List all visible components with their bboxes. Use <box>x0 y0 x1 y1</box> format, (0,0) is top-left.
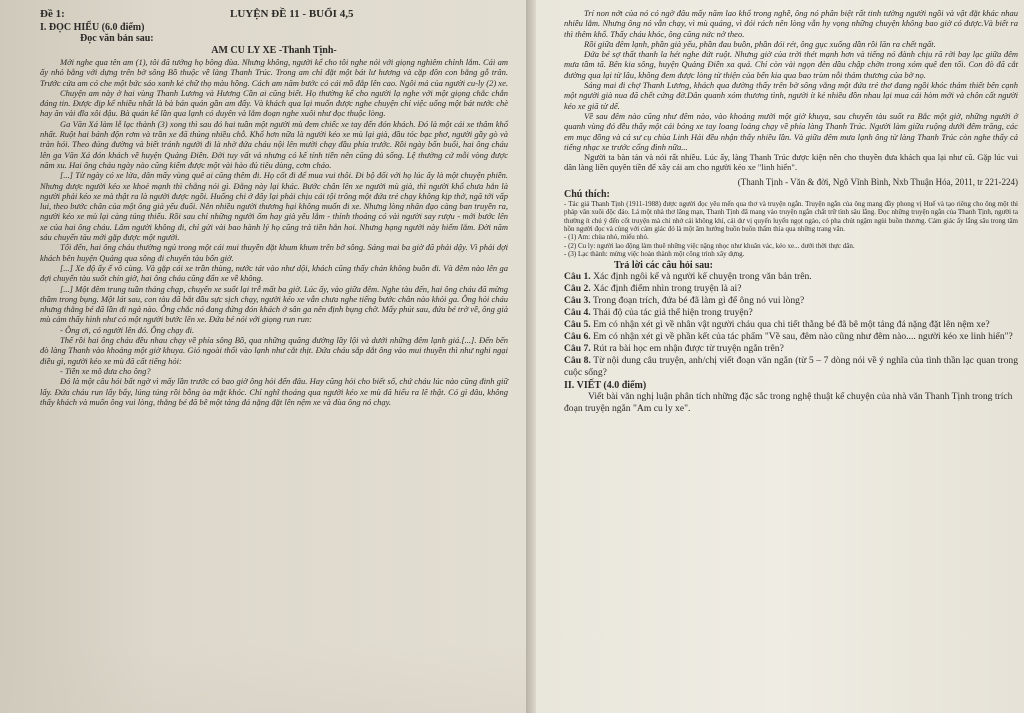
question-label: Câu 2. <box>564 282 591 294</box>
story-paragraph: [...] Từ ngày có xe lửa, dân mấy vùng quê ai cũng thêm đi. Họ cốt đi để mua vui thôi. Đi bộ đối với họ lúc ấy là một chuyện phiền. Nhưng được người kéo xe khoẻ mạnh thì chẳng nói gì. Đằng này lại khác. Bước chân lên xe người mù già, thì người khổ chưa hẳn là người phải kéo xe mà thật ra là người được ngồi. Huống chi ở đây lại phải chịu cái tội trông một đứa trẻ chạy không kịp thở, ngã tới vấp lui, theo bước chân của một ông già yếu đuối. Nên nhiều người thương hại không muốn đi xe. Nhưng lòng nhân đạo càng ban truyền ra, người kéo xe mù lại càng túng thiếu. Rồi sau chỉ những người ốm hay già yếu lắm - thỉnh thoảng có vài người say rượu - mới bước lên xe của hai ông cháu. Lâm người không đi, chỉ gửi vài bao hành lý họ cũng trả tiền hẳn hoi. Nhưng hạng người này hiếm lắm. Đời năm sáu chuyến tàu mới gặp được một người. <box>40 170 508 243</box>
notes-list <box>564 200 1018 259</box>
de-label: Đề 1: <box>40 8 65 20</box>
question-text: Từ nội dung câu truyện, anh/chị viết đoạn văn ngắn (từ 5 – 7 dòng nói về ý nghĩa của tình thần lạc quan trong cuộc sống? <box>564 354 1019 378</box>
question-label: Câu 3. <box>564 294 591 306</box>
story-paragraph: Mới nghe qua tên am (1), tôi đã tưởng họ bông đùa. Nhưng không, người kể cho tôi nghe nói với giọng nghiêm chỉnh lắm. Cái am ấy nhỏ bằng với dựng trên bờ sông Bồ thuộc về làng Thanh Trúc. Trong am chỉ đặt một bát lư hương và cặp đôn con bằng gỗ trân. Trước cửa am có che một bức sáo xanh kẻ chữ thọ màu hồng. Cách am năm bước có cái mồ đắp lên cao. Ngôi mả của người cu-ly (2) xe. <box>40 57 508 88</box>
question-text: Xác định ngôi kể và người kể chuyện trong văn bản trên. <box>593 270 812 282</box>
exam-header <box>40 8 508 20</box>
question-text: Trong đoạn trích, đứa bé đã làm gì để ông nó vui lòng? <box>592 294 805 306</box>
note-item: - (2) Cu ly: người lao động làm thuê những việc nặng nhọc như khuân vác, kéo xe... dưới thời thực dân. <box>564 241 855 250</box>
note-item: - Tác giả Thanh Tịnh (1911-1988) được người đọc yêu mến qua thơ và truyện ngắn. Truyện ngắn của ông mang đầy phong vị Huế và tạo riêng cho ông một thi pháp văn xuôi độc đáo. Lá một nhà thơ lãng mạn, Thanh Tịnh đã mang vào truyện ngắn chất trữ tình sâu lắng. Đọc những truyện ngắn của Thanh Tịnh, người ta thường ít chú ý đến cốt truyện mà chỉ nhớ cái không khí, cái dư vị quyến luyến ngọt ngào, có pha chút ngậm ngùi buồn thương. Cảm giác ấy lắng sâu trong tâm hồn người đọc và cùng với cảm giác đó là một âm hưởng buồn buồn thấm thìa qua những trang văn. <box>564 199 1018 233</box>
part-one-heading: I. ĐỌC HIỂU (6.0 điểm) <box>40 22 145 33</box>
questions-heading: Trả lời các câu hỏi sau: <box>614 259 713 271</box>
question-label: Câu 7. <box>564 342 591 354</box>
story-title: AM CU LY XE -Thanh Tịnh- <box>211 45 337 56</box>
questions-list <box>564 271 1018 379</box>
question-label: Câu 1. <box>564 270 591 282</box>
part-two-heading: II. VIẾT (4.0 điểm) <box>564 379 647 391</box>
question-item <box>564 283 1018 295</box>
story-paragraph: [...] Xe độ ấy ế vô cùng. Và gặp cái xe trần thùng, nước tát vào như dội, khách cũng thấy chán không buồn đi. Và đêm nào lên ga đợi chuyến tàu suốt chín giờ, hai ông cháu cũng đẩn xe về không. <box>40 262 508 284</box>
question-label: Câu 5. <box>564 318 591 330</box>
exam-title: LUYỆN ĐỀ 11 - BUỔI 4,5 <box>230 8 354 20</box>
question-label: Câu 4. <box>564 306 591 318</box>
question-item <box>564 271 1018 283</box>
story-paragraph: Trí non nớt của nó có ngờ đâu mấy năm lao khổ trong nghề, ông nó phân biệt rất tinh tường người ngồi và vật đặt khác nhau nhiều lắm. Nhưng ông nó vẫn chạy, vì mù quáng, vì đói rách nên lòng vẫn hy vọng những chuyện không bao giờ có được.Và biết ra thì thêm khổ. Thấy cháu khóc, ông cũng nức nở theo. <box>564 8 1018 39</box>
story-paragraph: Tối đến, hai ông cháu thường ngủ trong một cái mui thuyền đặt khum khum trên bờ sông. Sáng mai ba giờ đã phải dậy. Vì phải đợi khách bên huyện Quảng qua sông đi chuyến tàu bốn giờ. <box>40 242 508 263</box>
question-item <box>564 307 1018 319</box>
page-shadow <box>0 643 526 713</box>
story-paragraph: Chuyện am này ở hai vùng Thanh Lương và Hương Cần ai cũng biết. Họ thường kể cho người lạ nghe với một giọng chắc chắn đáng tin. Được địp kể nhiều nhất là bà bán quán gần am đấy. Và khách qua lại muốn được nghe chuyện chỉ việc uống một bát nước chè hay ăn vài đĩa xôi đậu. Bà quán kể lần qua lạnh có duyên và lắm đoạn nghe xuôi như đọc thuộc lòng. <box>40 87 508 119</box>
question-item <box>564 295 1018 307</box>
right-page <box>536 0 1024 713</box>
story-paragraph: Sáng mai đi chợ Thanh Lương, khách qua đường thấy trên bờ sông vắng một đứa trẻ thơ đang ngồi khóc thảm thiết bên cạnh một người già nua đã chết cứng đờ.Dân quanh xóm thương tình, người ít kẻ nhiều đồn nhau lại mua cái hòm mới và chôn cất người kéo xe giã từ dế. <box>564 80 1018 111</box>
question-text: Em có nhận xét gì về nhân vật người cháu qua chi tiết thằng bé đã bê một tảng đá nặng đặt lên nệm xe? <box>593 318 990 330</box>
story-paragraph: Rồi giữa đêm lạnh, phần già yếu, phần đau buồn, phần đói rét, ông gục xuống dần rồi lăn ra chết ngất. <box>584 38 936 49</box>
question-item <box>564 355 1018 379</box>
story-text-right <box>564 8 1018 173</box>
question-text: Thái độ của tác giả thể hiện trong truyện? <box>592 306 753 318</box>
story-source: (Thanh Tịnh - Văn & đời, Ngô Vĩnh Bình, Nxb Thuận Hóa, 2011, tr 221-224) <box>737 176 1018 187</box>
question-label: Câu 8. <box>564 354 591 366</box>
story-paragraph: Đứa bé sợ thất thanh la hét nghe đứt ruột. Nhưng giờ của trời thét mạnh hơn và tiếng nó đành chịu rã rời bay lạc giữa đêm mưa tầm tã. Bên kia sông, huyện Quảng Điền xa quá. Chỉ còn vài ngọn đèn dầu chập chờn trong xóm quê đen tối. Con đò đã cắt đường qua lại từ lâu, không đem được lòng từ thiện của bến kia qua bao trùm nỗi thảm thương của bờ nọ. <box>564 49 1018 80</box>
question-text: Em có nhận xét gì về phần kết của tác phẩm "Về sau, đêm nào cũng như đêm nào.... người kéo xe linh hiển"? <box>593 330 1013 342</box>
story-paragraph: Về sau đêm nào cũng như đêm nào, vào khoảng mười một giờ khuya, sau chuyến tàu suốt ra Bắc một giờ, những người ở quanh vùng đó đều thấy một cái bóng xe tay loang loáng chạy về phía làng Thanh Trúc. Người làm giữa ruộng dưới đêm trăng, các em mục đồng và cả sư cụ chùa Linh Hải đều nhận thấy nhiều lần. Và giữa đêm mưa lạnh ông từ làng Thanh Trúc còn nghe thấy cả tiếng nhạc xe trước cổng đình nữa... <box>564 110 1018 152</box>
story-text-left <box>40 57 508 407</box>
story-paragraph: - Ông ơi, có người lên đó. Ông chạy đi. <box>60 324 195 335</box>
story-paragraph: - Tiền xe mô đưa cho ông? <box>60 365 151 376</box>
note-item: - (1) Am: chùa nhỏ, miếu nhỏ. <box>564 233 649 242</box>
question-item <box>564 319 1018 331</box>
story-paragraph: Ga Văn Xá làm lễ lạc thành (3) xong thì sau đó hai tuần một người mù đem chiếc xe tay đến đón khách. Đó là một cái xe thâm khổ nhất. Ruột hai bánh độn rơm và trần xe đã thủng nhiều chỗ. Khổ hơn nữa là người kéo xe mù lại già, đầu tóc bạc phơ, người gầy gò và tràn hói. Theo đúng đường và biết tránh người đi là nhờ đứa cháu nội lên mười chạy đầu phía trước. Rồi ngày bốn buổi, hai ông cháu lên ga Văn Xá đón khách về huyện Quảng Điền. Đời tuy vất vả nhưng có kế tính tiền nên cũng đủ sống. Lệ thường cứ mỗi vòng được năm xu. Hai ông cháu ngày nào cũng kiếm được một vài hào đủ tiêu dùng, cơm cháo. <box>40 118 508 170</box>
story-paragraph: [...] Một đêm trung tuần tháng chạp, chuyến xe suốt lại trễ mất ba giờ. Lúc ấy, vào giữa đêm. Nghe tàu đến, hai ông cháu đã mừng thầm trong bụng. Một lát sau, con tàu đã bắt đầu sực sịch chạy, người kéo xe vẫn chưa nghe tiếng bước chân nào khỏi ga. Ông hỏi cháu nhưng thằng bé đã lần đi ngả nào. Ông chắc nó đang đứng đón khách ở sân ga nên định bụng chờ. Mấy phút sau, đứa bé trở về, ông già mù cảm thấy hình như có một người bước lên xe. Đứa bé nói với giọng run run: <box>40 283 508 325</box>
notes-heading: Chú thích: <box>564 188 610 200</box>
question-item <box>564 331 1018 343</box>
question-text: Rút ra bài học em nhận được từ truyện ngắn trên? <box>593 342 784 354</box>
writing-task: Viết bài văn nghị luận phân tích những đặc sắc trong nghệ thuật kể chuyện của nhà văn Thanh Tịnh trong trích đoạn truyện ngắn "Am cu ly xe". <box>564 390 1013 414</box>
story-paragraph: Thế rồi hai ông cháu đều nhau chạy về phía sông Bồ, qua những quãng đường lầy lội và dưới những đêm lạnh giá.[...]. Đến bến đò làng Thanh vào khoảng một giờ khuya. Gió ngoài thổi vào lạnh như cắt thịt. Đứa cháu sắp dắt ông vào mui thuyền thì như nghi ngại điều gì, người kéo xe mù đã cất tiếng hỏi: <box>40 335 508 366</box>
note-item: - (3) Lạc thành: mừng việc hoàn thành một công trình xây dựng. <box>564 250 745 259</box>
page-gutter <box>526 0 536 713</box>
read-instruction: Đọc văn bản sau: <box>80 33 154 44</box>
question-label: Câu 6. <box>564 330 591 342</box>
question-item <box>564 343 1018 355</box>
question-text: Xác định điểm nhìn trong truyện là ai? <box>593 282 742 294</box>
story-paragraph: Người ta bàn tán và nói rất nhiều. Lúc ấy, làng Thanh Trúc được kiện nên cho thuyền đưa khách qua lại như cũ. Gặp lúc vui dân làng liền quyên tiền để xây cái am cho người kéo xe "linh hiển". <box>564 152 1018 173</box>
story-paragraph: Đó là một câu hỏi bất ngờ vì mấy lần trước có bao giờ ông hỏi đến đâu. Hay cũng hỏi cho biết số, chứ cháu lúc nào cũng đinh giữ lấy. Đứa cháu run lẩy bẩy, lúng túng rồi bỗng òa mặt khóc. Chỉ nghĩ thoáng qua người kéo xe mù đã hiểu ra lẽ thật. Có gì đâu, không thấy khách và muốn ông vui lòng, thằng bé đã bê một tảng đá nặng đặt lên nệm xe và đùa ông nó chạy. <box>40 376 508 407</box>
